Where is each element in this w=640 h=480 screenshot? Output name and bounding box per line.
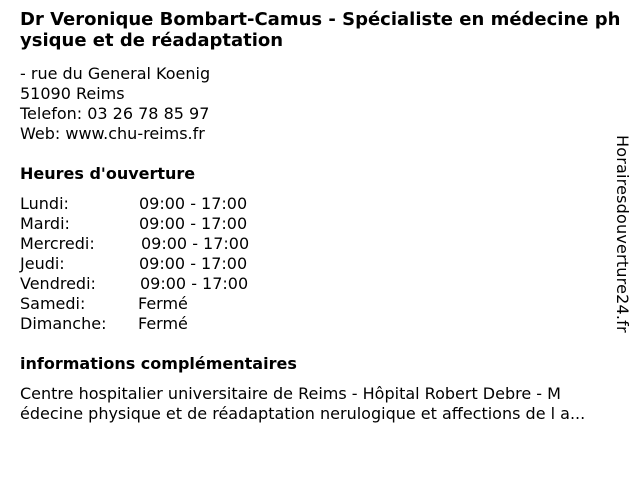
description-line: édecine physique et de réadaptation nerulogique et affections de l a... xyxy=(20,404,586,423)
street-address: - rue du General Koenig xyxy=(20,64,211,83)
address-block xyxy=(20,64,210,144)
website: Web: www.chu-reims.fr xyxy=(20,124,205,143)
info-heading: informations complémentaires xyxy=(20,354,297,373)
day-label: Mercredi: xyxy=(20,234,95,253)
hours-value: Fermé xyxy=(138,294,188,313)
hours-value: 09:00 - 17:00 xyxy=(139,214,248,233)
day-label: Mardi: xyxy=(20,214,70,233)
hours-value: 09:00 - 17:00 xyxy=(141,234,250,253)
day-label: Jeudi: xyxy=(20,254,65,273)
hours-value: Fermé xyxy=(138,314,188,333)
day-label: Vendredi: xyxy=(20,274,96,293)
site-watermark: Horairesdouverture24.fr xyxy=(613,135,632,333)
day-label: Dimanche: xyxy=(20,314,107,333)
hours-heading: Heures d'ouverture xyxy=(20,164,196,183)
day-label: Lundi: xyxy=(20,194,69,213)
description-line: Centre hospitalier universitaire de Reims - Hôpital Robert Debre - M xyxy=(20,384,561,403)
phone-number: Telefon: 03 26 78 85 97 xyxy=(20,104,210,123)
page-title: Dr Veronique Bombart-Camus - Spécialiste en médecine physique et de réadaptation xyxy=(20,9,621,51)
hours-value: 09:00 - 17:00 xyxy=(140,274,249,293)
day-label: Samedi: xyxy=(20,294,86,313)
hours-value: 09:00 - 17:00 xyxy=(139,254,248,273)
hours-value: 09:00 - 17:00 xyxy=(139,194,248,213)
description xyxy=(20,356,630,424)
city: 51090 Reims xyxy=(20,84,125,103)
